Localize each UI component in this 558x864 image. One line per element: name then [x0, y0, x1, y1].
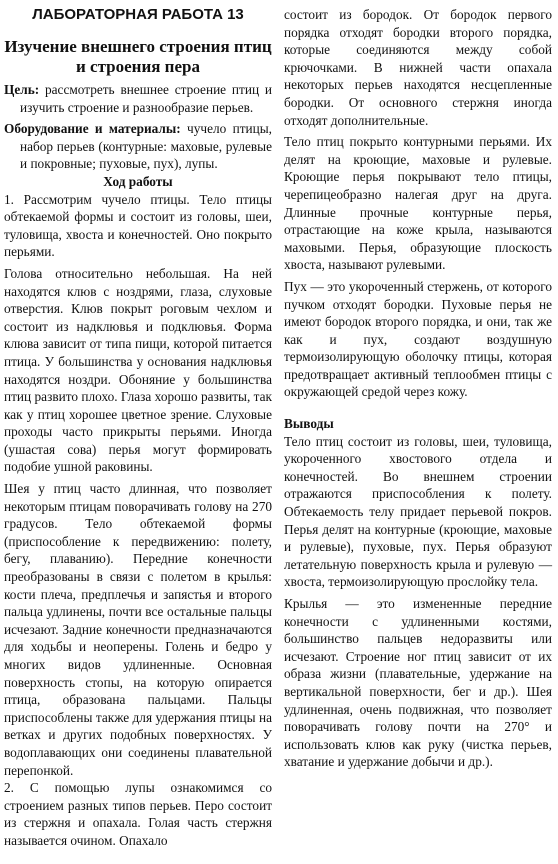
- step-2-paragraph: 2. С помощью лупы ознакомимся со строением разных типов перьев. Перо состоит из стержня и опахала. Голая часть стержня называется очином. Опахало: [4, 780, 272, 848]
- feather-structure-paragraph: состоит из бородок. От бородок первого порядка отходят бородки второго порядка, которые соединяются между собой крючочками. В нижней части опахала некоторых перьев находятся несцепленные бородки. От основного стержня иногда отходят дополнительные.: [284, 7, 552, 128]
- head-paragraph: Голова относительно небольшая. На ней находятся клюв с ноздрями, глаза, слуховые отверстия. Клюв покрыт роговым чехлом и состоит из надклювья и подклювья. Форма клюва зависит от типа пищи, которой питается птица. У большинства у основания надклювья находятся ноздри. Обоняние у большинства птиц развито плохо. Глаза хорошо развиты, так как у птиц хорошее цветное зрение. Слуховые проходы часто прикрыты перьями. Иногда (ушастая сова) перья могут формировать подобие ушной раковины.: [4, 265, 272, 475]
- contour-feathers-paragraph: Тело птиц покрыто контурными перьями. Их делят на кроющие, маховые и рулевые. Кроющие перья покрывают тело птицы, черепицеобразно налегая друг на друга. Длинные прочные контурные перья, отрастающие на коже крыла, называются маховыми. Перья, образующие плоскость хвоста, называют рулевыми.: [284, 134, 552, 273]
- lab-work-title: ЛАБОРАТОРНАЯ РАБОТА 13: [32, 6, 244, 23]
- conclusions-heading: Выводы: [284, 416, 334, 432]
- progress-heading: Ход работы: [103, 173, 173, 189]
- neck-paragraph: Шея у птиц часто длинная, что позволяет некоторым птицам поворачивать голову на 270 градусов. Тело обтекаемой формы (приспособление к передвижению: полету, бегу, плаванию). Передние конечности преобразованы в связи с полетом в крылья: кости плеча, предплечья и запястья и второго пальца удлинены, почти все остальные пальцы исчезают. Задние конечности предназначаются для ходьбы и неоперены. Голень и бедро у многих видов удлиненные. Основная поверхность стопы, на которую опирается птица, образована пальцами. Пальцы приспособлены также для удержания птицы на ветках и других подобных поверхностях. У водоплавающих они соединены плавательной перепонкой.: [4, 481, 272, 778]
- lab-work-subtitle: Изучение внешнего строения птиц и строения пера: [4, 37, 272, 76]
- equipment-paragraph: [4, 120, 272, 173]
- down-paragraph: Пух — это укороченный стержень, от которого пучком отходят бородки. Пуховые перья не имеют бородок второго порядка, и они, так же как и пух, создают воздушную термоизолирующую оболочку птицы, которая предотвращает активный теплообмен птицы с окружающей средой через кожу.: [284, 278, 552, 400]
- equipment-text: чучело птицы, набор перьев (контурные: маховые, рулевые и покровные; пуховые, пух), лупы.: [20, 121, 273, 172]
- conclusions-paragraph-2: Крылья — это измененные передние конечности с удлиненными костями, большинство пальцев недоразвиты или исчезают. Строение ног птиц зависит от их образа жизни (плавательные, удержание на вертикальной поверхности, бег и др.). Шея удлиненная, очень подвижная, что позволяет поворачивать голову почти на 270° и использовать клюв как руку (чистка перьев, хватание и удержание добычи и др.).: [284, 596, 552, 770]
- left-column: [4, 6, 272, 850]
- conclusions-paragraph-1: Тело птиц состоит из головы, шеи, туловища, укороченного хвостового отдела и конечностей. Во внешнем строении отражаются приспособления к полету. Обтекаемость телу придает перьевой покров. Перья делят на контурные (кроющие, маховые и рулевые), пуховые, пух. Перья образуют летательную поверхность крыла и рулевую — хвоста, термоизолирующую прослойку тела.: [284, 433, 552, 590]
- goal-text: рассмотреть внешнее строение птиц и изучить строение и разнообразие перьев.: [20, 82, 272, 115]
- equipment-label: Оборудование и материалы:: [4, 121, 181, 137]
- goal-paragraph: [4, 81, 272, 116]
- step-1-paragraph: 1. Рассмотрим чучело птицы. Тело птицы обтекаемой формы и состоит из головы, шеи, туловища, хвоста и конечностей. Оно покрыто перьями.: [4, 191, 272, 260]
- goal-label: Цель:: [4, 82, 40, 97]
- right-column: [284, 6, 552, 771]
